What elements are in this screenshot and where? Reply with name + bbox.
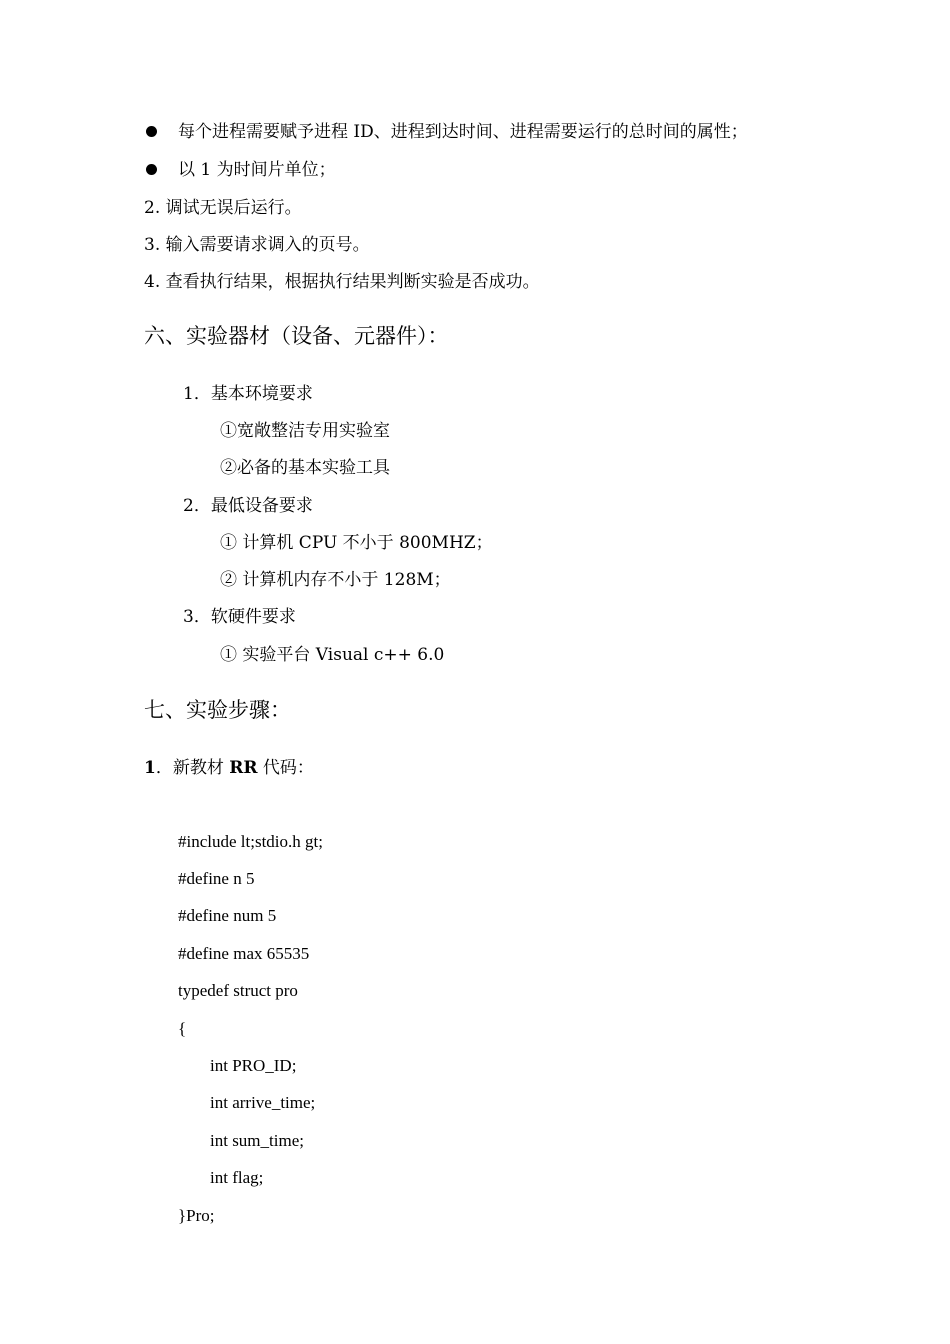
step-item: 2. 调试无误后运行。 xyxy=(144,198,302,218)
requirement-item: ② 计算机内存不小于 128M； xyxy=(220,570,451,590)
requirement-item: ②必备的基本实验工具 xyxy=(220,458,390,478)
code-line: int sum_time; xyxy=(210,1131,304,1150)
code-line: #include lt;stdio.h gt; xyxy=(178,832,323,851)
requirement-item: ① 实验平台 Visual c++ 6.0 xyxy=(220,645,445,665)
bullet-dot xyxy=(146,126,157,137)
subsection-title xyxy=(144,757,314,779)
step-item: 3. 输入需要请求调入的页号。 xyxy=(144,235,370,255)
bullet-text: 以 1 为时间片单位； xyxy=(178,160,336,180)
code-line: #define n 5 xyxy=(178,869,255,888)
section-heading: 六、实验器材（设备、元器件）： xyxy=(144,324,449,348)
subsection-prefix: ．新教材 xyxy=(155,758,230,778)
code-line: #define max 65535 xyxy=(178,944,310,963)
requirement-title: 1．基本环境要求 xyxy=(183,384,313,404)
code-line: }Pro; xyxy=(178,1206,215,1225)
code-line: { xyxy=(178,1019,187,1038)
code-line: int flag; xyxy=(210,1168,264,1187)
step-item: 4. 查看执行结果，根据执行结果判断实验是否成功。 xyxy=(144,272,540,292)
code-line: #define num 5 xyxy=(178,906,277,925)
requirement-title: 2．最低设备要求 xyxy=(183,496,313,516)
bullet-text: 每个进程需要赋予进程 ID、进程到达时间、进程需要运行的总时间的属性； xyxy=(178,122,748,142)
code-line: typedef struct pro xyxy=(178,981,298,1000)
requirement-title: 3．软硬件要求 xyxy=(183,607,296,627)
code-line: int arrive_time; xyxy=(210,1093,316,1112)
requirement-item: ① 计算机 CPU 不小于 800MHZ； xyxy=(220,533,493,553)
subsection-bold: RR xyxy=(229,758,258,778)
section-heading: 七、实验步骤： xyxy=(144,698,291,722)
code-line: int PRO_ID; xyxy=(210,1056,297,1075)
bullet-dot xyxy=(146,164,157,175)
subsection-number: 1 xyxy=(144,758,156,778)
requirement-item: ①宽敞整洁专用实验室 xyxy=(220,421,390,441)
subsection-suffix: 代码： xyxy=(257,758,314,778)
